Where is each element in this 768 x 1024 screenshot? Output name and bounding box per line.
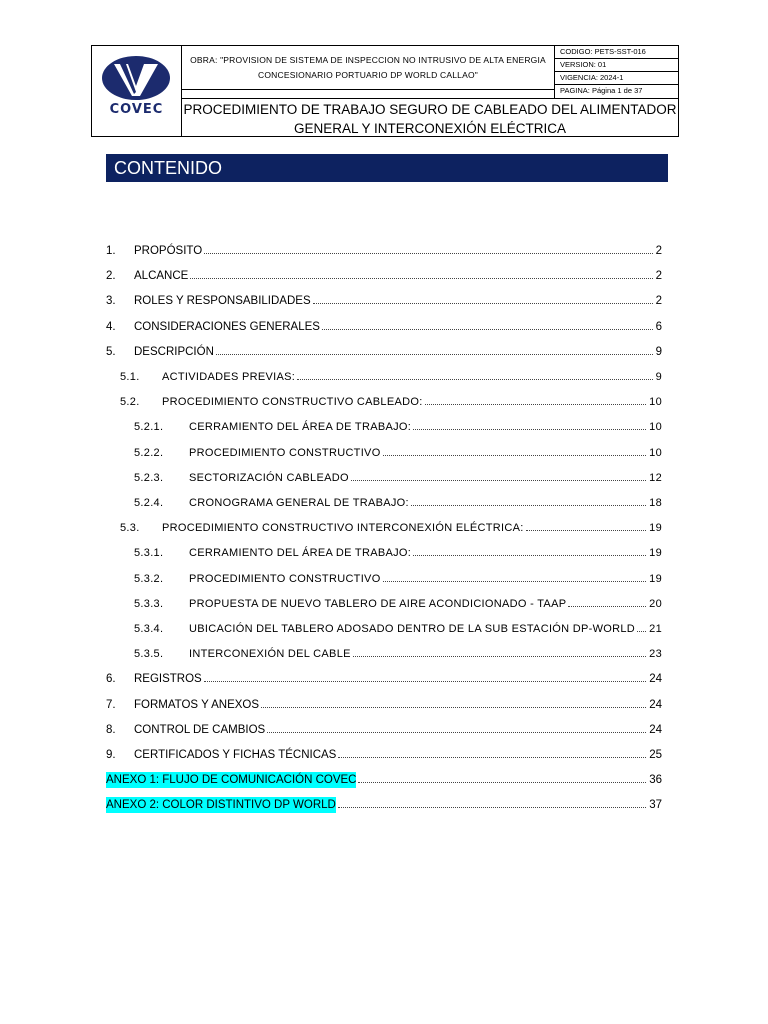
toc-entry-page: 19 <box>649 573 662 585</box>
toc-entry-label: CONSIDERACIONES GENERALES <box>134 321 320 333</box>
toc-entry-label: INTERCONEXIÓN DEL CABLE <box>189 648 351 660</box>
toc-entry-number: 5.2.4. <box>134 497 164 509</box>
toc-leader-dots <box>383 580 647 582</box>
toc-leader-dots <box>413 554 646 556</box>
toc-entry-page: 9 <box>655 346 662 358</box>
toc-entry-number: 3. <box>106 295 116 307</box>
toc-leader-dots <box>338 806 646 808</box>
toc-leader-dots <box>351 479 646 481</box>
toc-entry-page: 25 <box>649 749 662 761</box>
toc-leader-dots <box>411 504 646 506</box>
toc-entry-number: 9. <box>106 749 116 761</box>
document-meta <box>554 46 678 98</box>
toc-entry[interactable] <box>106 797 662 813</box>
toc-entry-label: CERRAMIENTO DEL ÁREA DE TRABAJO: <box>189 547 412 559</box>
title-line-1: PROCEDIMIENTO DE TRABAJO SEGURO DE CABLEADO DEL ALIMENTADOR <box>183 102 677 117</box>
toc-leader-dots <box>383 454 647 456</box>
toc-entry-number: 5.2.3. <box>134 472 164 484</box>
toc-entry-page: 2 <box>655 270 662 282</box>
toc-entry-label: CERRAMIENTO DEL ÁREA DE TRABAJO: <box>189 421 412 433</box>
toc-leader-dots <box>526 529 647 531</box>
toc-entry-number: 4. <box>106 321 116 333</box>
toc-entry-page: 10 <box>649 447 662 459</box>
toc-entry-label: PROPÓSITO <box>134 245 203 257</box>
contents-banner: CONTENIDO <box>106 154 668 182</box>
toc-entry[interactable] <box>106 671 662 687</box>
toc-entry[interactable] <box>106 268 662 284</box>
toc-entry-label: PROCEDIMIENTO CONSTRUCTIVO CABLEADO: <box>162 396 423 408</box>
toc-entry-label: PROCEDIMIENTO CONSTRUCTIVO INTERCONEXIÓN ELÉCTRICA: <box>162 522 524 534</box>
toc-entry-page: 2 <box>655 295 662 307</box>
vigencia: VIGENCIA: 2024-1 <box>555 72 678 85</box>
toc-entry-label: CERTIFICADOS Y FICHAS TÉCNICAS <box>134 749 337 761</box>
toc-entry-number: 5.2. <box>120 396 140 408</box>
procedure-title <box>182 98 678 136</box>
covec-logo-icon <box>100 54 172 102</box>
toc-entry-page: 19 <box>649 522 662 534</box>
toc-entry-page: 19 <box>649 547 662 559</box>
toc-entry-page: 24 <box>649 724 662 736</box>
toc-entry-label: PROCEDIMIENTO CONSTRUCTIVO <box>189 573 381 585</box>
toc-entry-page: 6 <box>655 321 662 333</box>
toc-entry-label: ACTIVIDADES PREVIAS: <box>162 371 296 383</box>
version: VERSION: 01 <box>555 59 678 72</box>
document-header <box>91 45 679 137</box>
toc-leader-dots <box>353 655 646 657</box>
toc-leader-dots <box>204 252 652 254</box>
toc-leader-dots <box>568 605 646 607</box>
toc-entry-page: 12 <box>649 472 662 484</box>
toc-leader-dots <box>261 706 646 708</box>
toc-entry[interactable] <box>120 520 662 536</box>
toc-entry-page: 23 <box>649 648 662 660</box>
toc-leader-dots <box>425 403 647 405</box>
obra-line-1: OBRA: "PROVISION DE SISTEMA DE INSPECCION NO INTRUSIVO DE ALTA ENERGIA <box>190 55 546 65</box>
toc-entry-number: 1. <box>106 245 116 257</box>
toc-entry-label: ANEXO 1: FLUJO DE COMUNICACIÓN COVEC <box>106 774 357 786</box>
toc-entry[interactable] <box>134 571 662 587</box>
toc-entry[interactable] <box>106 747 662 763</box>
toc-entry-number: 5.2.1. <box>134 421 164 433</box>
toc-entry[interactable] <box>134 419 662 435</box>
toc-leader-dots <box>338 756 646 758</box>
toc-leader-dots <box>204 680 646 682</box>
toc-entry-page: 2 <box>655 245 662 257</box>
toc-leader-dots <box>297 378 652 380</box>
toc-entry-number: 7. <box>106 699 116 711</box>
toc-entry-page: 18 <box>649 497 662 509</box>
toc-entry-number: 5.2.2. <box>134 447 164 459</box>
toc-entry-number: 5.3.4. <box>134 623 164 635</box>
toc-entry-number: 5.3.3. <box>134 598 164 610</box>
logo-text: COVEC <box>109 102 164 117</box>
toc-entry[interactable] <box>106 293 662 309</box>
toc-entry[interactable] <box>134 445 662 461</box>
toc-entry-label: SECTORIZACIÓN CABLEADO <box>189 472 349 484</box>
title-line-2: GENERAL Y INTERCONEXIÓN ELÉCTRICA <box>293 121 567 136</box>
toc-entry-label: ROLES Y RESPONSABILIDADES <box>134 295 311 307</box>
toc-entry[interactable] <box>134 470 662 486</box>
toc-leader-dots <box>267 731 646 733</box>
toc-entry-page: 24 <box>649 699 662 711</box>
toc-leader-dots <box>413 428 646 430</box>
toc-entry[interactable] <box>120 394 662 410</box>
toc-entry-number: 2. <box>106 270 116 282</box>
toc-entry-number: 5. <box>106 346 116 358</box>
toc-entry-page: 21 <box>649 623 662 635</box>
obra-line-2: CONCESIONARIO PORTUARIO DP WORLD CALLAO" <box>258 70 478 80</box>
toc-entry[interactable] <box>106 319 662 335</box>
toc-entry-label: ALCANCE <box>134 270 189 282</box>
toc-leader-dots <box>322 328 653 330</box>
toc-entry-number: 5.1. <box>120 371 140 383</box>
toc-entry-label: ANEXO 2: COLOR DISTINTIVO DP WORLD <box>106 799 336 811</box>
codigo: CODIGO: PETS-SST-016 <box>555 46 678 59</box>
toc-entry-label: CONTROL DE CAMBIOS <box>134 724 266 736</box>
toc-leader-dots <box>637 630 646 632</box>
toc-entry[interactable] <box>106 243 662 259</box>
pagina: PAGINA: Página 1 de 37 <box>560 86 643 95</box>
toc-entry[interactable] <box>106 772 662 788</box>
toc-entry-number: 5.3. <box>120 522 140 534</box>
toc-entry[interactable] <box>134 621 662 637</box>
toc-entry-page: 36 <box>649 774 662 786</box>
toc-entry-number: 8. <box>106 724 116 736</box>
toc-entry[interactable] <box>120 369 662 385</box>
toc-entry-label: CRONOGRAMA GENERAL DE TRABAJO: <box>189 497 409 509</box>
toc-entry[interactable] <box>134 646 662 662</box>
toc-entry-page: 24 <box>649 673 662 685</box>
toc-entry-label: DESCRIPCIÓN <box>134 346 214 358</box>
toc-leader-dots <box>313 302 653 304</box>
toc-entry-label: REGISTROS <box>134 673 202 685</box>
toc-leader-dots <box>216 353 653 355</box>
toc-leader-dots <box>358 781 646 783</box>
toc-entry-page: 10 <box>649 421 662 433</box>
obra-description <box>182 46 554 90</box>
toc-entry[interactable] <box>134 545 662 561</box>
toc-entry-page: 20 <box>649 598 662 610</box>
toc-entry-label: UBICACIÓN DEL TABLERO ADOSADO DENTRO DE LA SUB ESTACIÓN DP-WORLD <box>189 623 636 635</box>
toc-leader-dots <box>190 277 652 279</box>
toc-entry-page: 10 <box>649 396 662 408</box>
toc-entry[interactable] <box>134 596 662 612</box>
toc-entry-number: 5.3.5. <box>134 648 164 660</box>
toc-entry[interactable] <box>134 495 662 511</box>
toc-entry-number: 5.3.1. <box>134 547 164 559</box>
toc-entry-label: PROPUESTA DE NUEVO TABLERO DE AIRE ACONDICIONADO - TAAP <box>189 598 567 610</box>
toc-entry[interactable] <box>106 697 662 713</box>
toc-entry-number: 6. <box>106 673 116 685</box>
toc-entry[interactable] <box>106 722 662 738</box>
toc-entry-number: 5.3.2. <box>134 573 164 585</box>
toc-entry[interactable] <box>106 344 662 360</box>
logo <box>92 46 182 136</box>
toc-entry-label: FORMATOS Y ANEXOS <box>134 699 260 711</box>
toc-entry-page: 37 <box>649 799 662 811</box>
toc-entry-label: PROCEDIMIENTO CONSTRUCTIVO <box>189 447 381 459</box>
toc-entry-page: 9 <box>655 371 662 383</box>
